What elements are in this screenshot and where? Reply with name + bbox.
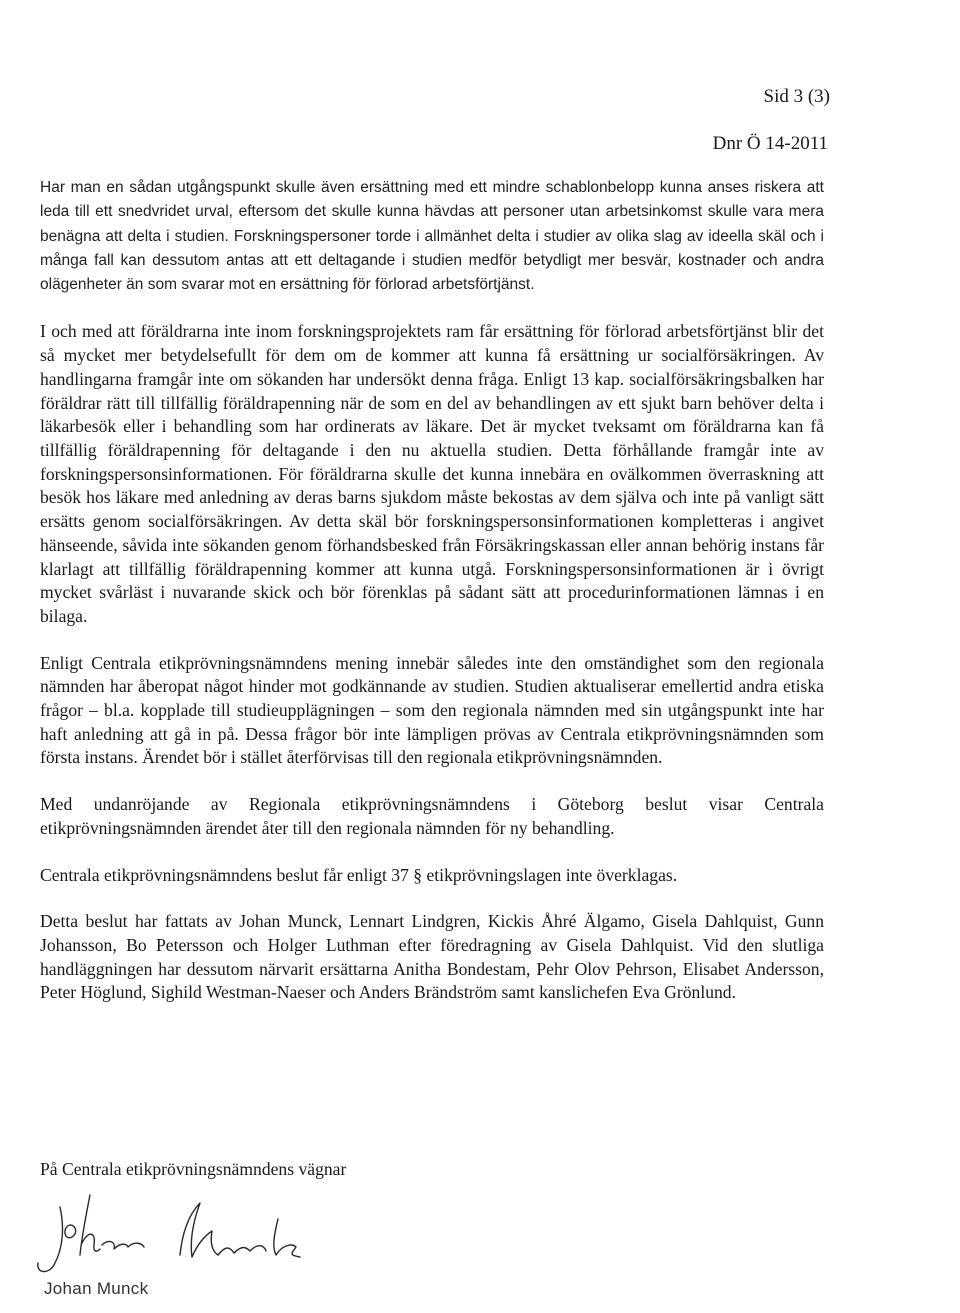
handwritten-signature: [30, 1185, 330, 1285]
paragraph-participants: Detta beslut har fattats av Johan Munck, Lennart Lindgren, Kickis Åhré Älgamo, Gisela Dahlquist, Gunn Johansson, Bo Petersson och Holger Luthman efter föredragning av Gisela Dahlquist. Vid den slutliga handläggningen har dessutom närvarit ersättarna Anitha Bondestam, Pehr Olov Pehrson, Elisabet Andersson, Peter Höglund, Sighild Westman-Naeser och Anders Brändström samt kanslichefen Eva Grönlund.: [40, 911, 824, 1003]
paragraph-board-opinion: Enligt Centrala etikprövningsnämndens mening innebär således inte den omständighet som den regionala nämnden har åberopat något hinder mot godkännande av studien. Studien aktualiserar emellertid andra etiska frågor – bl.a. kopplade till studieupplägningen – som den regionala nämnden med sin utgångspunkt inte har haft anledning att gå in på. Dessa frågor bör inte lämpligen prövas av Centrala etikprövningsnämnden som första instans. Ärendet bör i stället återförvisas till den regionala etikprövningsnämnden.: [40, 652, 824, 768]
paragraph-decision: Med undanröjande av Regionala etikprövningsnämndens i Göteborg beslut visar Centrala etikprövningsnämnden ärendet åter till den regionala nämnden för ny behandling.: [40, 794, 824, 838]
closing-line: På Centrala etikprövningsnämndens vägnar: [40, 1159, 347, 1179]
paragraph-parental-benefit: I och med att föräldrarna inte inom forskningsprojektets ram får ersättning för förlorad arbetsförtjänst blir det så mycket mer betydelsefullt för dem om de kommer att kunna få ersättning ur socialförsäkringen. Av handlingarna framgår inte om sökanden har undersökt denna fråga. Enligt 13 kap. socialförsäkringsbalken har föräldrar rätt till tillfällig föräldrapenning när de som en del av behandlingen av ett sjukt barn behöver delta i läkarbesök eller i behandling som har ordinerats av läkare. Det är mycket tveksamt om föräldrarna kan få tillfällig föräldrapenning för deltagande i den nu aktuella studien. Detta förhållande framgår inte av forskningspersonsinformationen. För föräldrarna skulle det kunna innebära en ovälkommen överraskning att besök hos läkare med anledning av deras barns sjukdom måste bekostas av dem själva och inte på vanligt sätt ersätts genom socialförsäkringen. Av detta skäl bör forskningspersonsinformationen kompletteras i angivet hänseende, såvida inte sökanden genom förhandsbesked från Försäkringskassan eller annan behörig instans får klarlagt att tillfällig föräldrapenning kommer att kunna utgå. Forskningspersonsinformationen är i övrigt mycket svårläst i nuvarande skick och bör förenklas på sådant sätt att procedurinformationen lämnas i en bilaga.: [40, 321, 824, 626]
case-number: Dnr Ö 14-2011: [712, 133, 828, 154]
page-number: Sid 3 (3): [763, 86, 830, 107]
document-body: [40, 176, 824, 1028]
paragraph-compensation: Har man en sådan utgångspunkt skulle även ersättning med ett mindre schablonbelopp kunna anses riskera att leda till ett snedvridet urval, eftersom det skulle kunna hävdas att personer utan arbetsinkomst skulle vara mera benägna att delta i studien. Forskningspersoner torde i allmänhet delta i studier av olika slag av ideella skäl och i många fall kan dessutom antas att ett deltagande i studien medför betydligt mer besvär, kostnader och andra olägenheter än som svarar mot en ersättning för förlorad arbetsförtjänst.: [40, 179, 824, 294]
signer-name: Johan Munck: [44, 1279, 149, 1298]
paragraph-no-appeal: Centrala etikprövningsnämndens beslut får enligt 37 § etikprövningslagen inte överklagas.: [40, 864, 678, 885]
